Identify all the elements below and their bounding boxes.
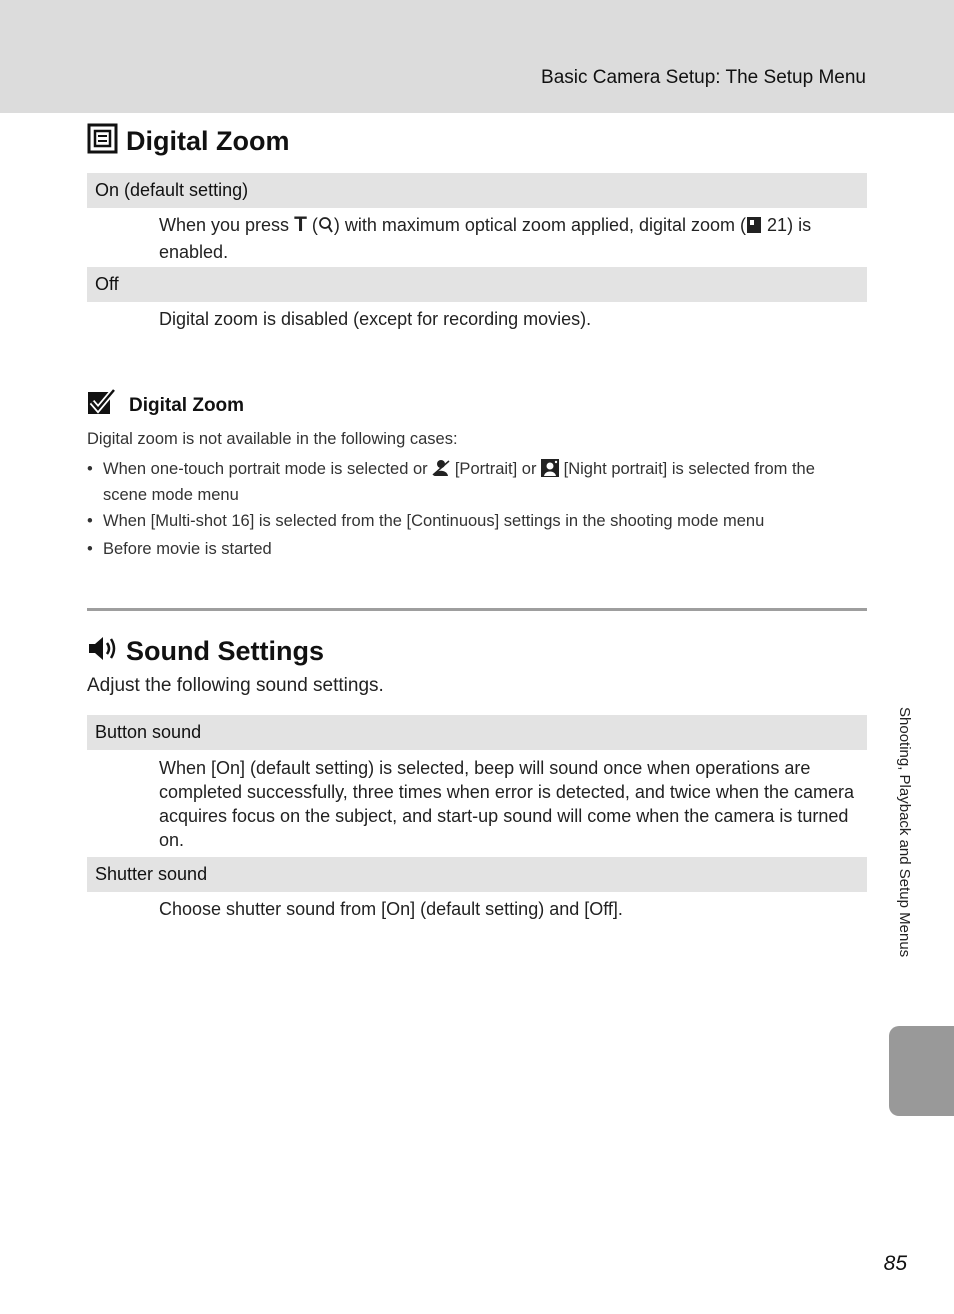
sound-settings-intro: Adjust the following sound settings. bbox=[87, 675, 384, 696]
option-bar-on bbox=[87, 173, 867, 208]
list-item bbox=[87, 458, 857, 506]
bullet-text bbox=[103, 458, 853, 507]
portrait-scene-icon bbox=[432, 459, 450, 484]
section-divider bbox=[87, 608, 867, 611]
bullet-text: When [Multi-shot 16] is selected from the [Continuous] settings in the shooting mode menu bbox=[103, 512, 765, 530]
speaker-icon bbox=[87, 633, 118, 669]
option-desc-on bbox=[159, 213, 859, 264]
option-desc-off: Digital zoom is disabled (except for recording movies). bbox=[159, 309, 592, 329]
desc-text: ( bbox=[306, 215, 318, 235]
option-bar-button-sound bbox=[87, 715, 867, 750]
list-item bbox=[87, 510, 857, 534]
option-label-button-sound: Button sound bbox=[95, 722, 202, 742]
check-mark-icon bbox=[87, 388, 117, 423]
digital-zoom-title: Digital Zoom bbox=[126, 125, 290, 156]
side-section-label bbox=[896, 707, 920, 1012]
note-heading bbox=[87, 388, 244, 423]
option-label-shutter-sound: Shutter sound bbox=[95, 864, 208, 884]
side-section-tab bbox=[889, 1026, 954, 1116]
list-item bbox=[87, 538, 857, 562]
bullet-text: Before movie is started bbox=[103, 540, 272, 558]
page-header-title: Basic Camera Setup: The Setup Menu bbox=[541, 67, 866, 88]
desc-text: 21) is enabled. bbox=[159, 215, 812, 262]
desc-text: ) with maximum optical zoom applied, digital zoom ( bbox=[333, 215, 747, 235]
digital-zoom-heading bbox=[87, 123, 290, 159]
note-intro: Digital zoom is not available in the following cases: bbox=[87, 430, 458, 448]
sound-settings-title: Sound Settings bbox=[126, 635, 324, 666]
desc-text: When you press bbox=[159, 215, 295, 235]
header-band bbox=[0, 0, 954, 113]
page-number: 85 bbox=[883, 1252, 907, 1275]
bullet-dot: • bbox=[87, 512, 93, 530]
tele-button-label: T bbox=[294, 213, 307, 236]
bullet-text-part: [Night portrait] is selected from the scene mode menu bbox=[103, 460, 815, 504]
sound-settings-heading bbox=[87, 633, 324, 669]
zoom-in-icon bbox=[318, 216, 334, 240]
option-desc-button-sound: When [On] (default setting) is selected, beep will sound once when operations are completed successfully, three times when error is detected, and twice when the camera acquires focus on the subject, and start-up sound will come when the camera is turned on. bbox=[159, 758, 854, 850]
option-label-off: Off bbox=[95, 274, 119, 294]
page-reference-icon bbox=[746, 216, 762, 240]
option-desc-shutter-sound: Choose shutter sound from [On] (default setting) and [Off]. bbox=[159, 899, 623, 919]
night-portrait-scene-icon bbox=[541, 459, 559, 484]
bullet-text-part: [Portrait] or bbox=[450, 460, 542, 478]
bullet-dot: • bbox=[87, 540, 93, 558]
option-bar-shutter-sound bbox=[87, 857, 867, 892]
bullet-text-part: When one-touch portrait mode is selected or bbox=[103, 460, 433, 478]
option-label-on: On (default setting) bbox=[95, 180, 249, 200]
side-section-label-text: Shooting, Playback and Setup Menus bbox=[896, 707, 913, 958]
digital-zoom-menu-icon bbox=[87, 123, 118, 159]
note-title: Digital Zoom bbox=[129, 394, 245, 416]
bullet-dot: • bbox=[87, 460, 93, 478]
option-bar-off bbox=[87, 267, 867, 302]
